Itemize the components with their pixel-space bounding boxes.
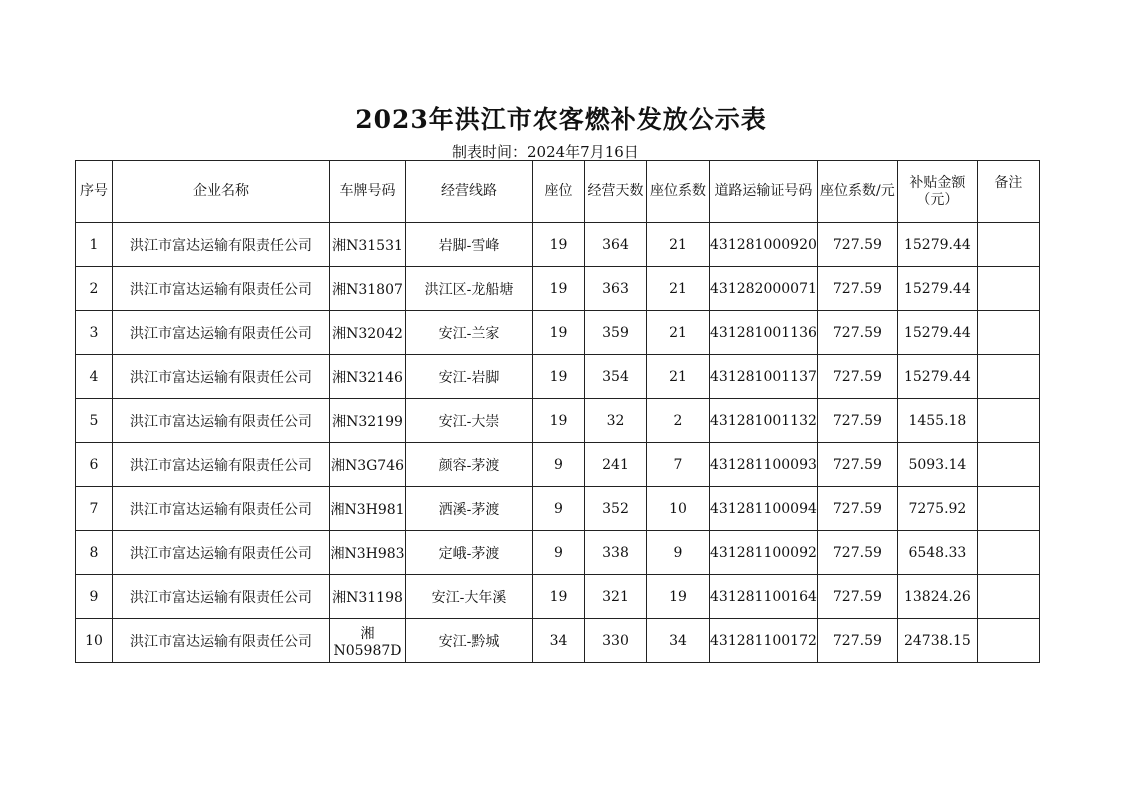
cell-seq: 1 [76, 223, 113, 267]
header-rate: 座位系数/元 [817, 161, 897, 223]
cell-rate: 727.59 [817, 531, 897, 575]
cell-note [977, 619, 1039, 663]
cell-route: 安江-岩脚 [406, 355, 533, 399]
cell-amount: 15279.44 [897, 355, 977, 399]
cell-amount: 15279.44 [897, 223, 977, 267]
table-row [76, 531, 1040, 575]
cell-note [977, 355, 1039, 399]
cell-seats: 9 [533, 531, 585, 575]
cell-seq: 6 [76, 443, 113, 487]
table-row [76, 619, 1040, 663]
cell-rate: 727.59 [817, 267, 897, 311]
cell-plate: 湘N31198 [330, 575, 406, 619]
cell-seats: 19 [533, 355, 585, 399]
cell-rate: 727.59 [817, 311, 897, 355]
cell-route: 岩脚-雪峰 [406, 223, 533, 267]
cell-seq: 9 [76, 575, 113, 619]
cell-coef: 7 [647, 443, 710, 487]
header-row [76, 161, 1040, 223]
cell-note [977, 267, 1039, 311]
cell-plate: 湘N31807 [330, 267, 406, 311]
cell-days: 352 [585, 487, 647, 531]
cell-route: 洪江区-龙船塘 [406, 267, 533, 311]
cell-rate: 727.59 [817, 223, 897, 267]
cell-permit: 431281001132 [710, 399, 818, 443]
header-coef: 座位系数 [647, 161, 710, 223]
header-plate: 车牌号码 [330, 161, 406, 223]
cell-route: 定峨-茅渡 [406, 531, 533, 575]
cell-seats: 9 [533, 487, 585, 531]
cell-route: 安江-大崇 [406, 399, 533, 443]
cell-coef: 2 [647, 399, 710, 443]
cell-days: 32 [585, 399, 647, 443]
cell-note [977, 399, 1039, 443]
cell-amount: 7275.92 [897, 487, 977, 531]
cell-permit: 431281001136 [710, 311, 818, 355]
cell-permit: 431282000071 [710, 267, 818, 311]
cell-plate: 湘N31531 [330, 223, 406, 267]
table-row [76, 575, 1040, 619]
cell-permit: 431281100092 [710, 531, 818, 575]
header-route: 经营线路 [406, 161, 533, 223]
cell-permit: 431281100094 [710, 487, 818, 531]
subsidy-table [75, 160, 1040, 663]
cell-plate: 湘N32146 [330, 355, 406, 399]
header-permit: 道路运输证号码 [710, 161, 818, 223]
cell-seats: 19 [533, 575, 585, 619]
cell-company: 洪江市富达运输有限责任公司 [113, 399, 330, 443]
cell-rate: 727.59 [817, 399, 897, 443]
cell-amount: 24738.15 [897, 619, 977, 663]
cell-seq: 10 [76, 619, 113, 663]
cell-permit: 431281100093 [710, 443, 818, 487]
cell-permit: 431281000920 [710, 223, 818, 267]
table-row [76, 399, 1040, 443]
table-row [76, 487, 1040, 531]
cell-rate: 727.59 [817, 443, 897, 487]
cell-coef: 21 [647, 311, 710, 355]
cell-rate: 727.59 [817, 575, 897, 619]
cell-note [977, 223, 1039, 267]
cell-note [977, 531, 1039, 575]
header-seq: 序号 [76, 161, 113, 223]
cell-days: 321 [585, 575, 647, 619]
cell-note [977, 443, 1039, 487]
cell-seq: 4 [76, 355, 113, 399]
cell-company: 洪江市富达运输有限责任公司 [113, 443, 330, 487]
cell-route: 颜容-茅渡 [406, 443, 533, 487]
cell-company: 洪江市富达运输有限责任公司 [113, 487, 330, 531]
cell-route: 安江-兰家 [406, 311, 533, 355]
table-row [76, 355, 1040, 399]
cell-days: 354 [585, 355, 647, 399]
cell-plate: 湘N3H983 [330, 531, 406, 575]
cell-seq: 8 [76, 531, 113, 575]
cell-seq: 3 [76, 311, 113, 355]
cell-permit: 431281100172 [710, 619, 818, 663]
cell-days: 364 [585, 223, 647, 267]
cell-coef: 21 [647, 355, 710, 399]
cell-days: 359 [585, 311, 647, 355]
cell-coef: 21 [647, 223, 710, 267]
table-body [76, 223, 1040, 663]
table-row [76, 267, 1040, 311]
cell-seats: 19 [533, 311, 585, 355]
cell-permit: 431281001137 [710, 355, 818, 399]
cell-coef: 34 [647, 619, 710, 663]
cell-company: 洪江市富达运输有限责任公司 [113, 223, 330, 267]
cell-amount: 1455.18 [897, 399, 977, 443]
cell-amount: 6548.33 [897, 531, 977, 575]
cell-company: 洪江市富达运输有限责任公司 [113, 531, 330, 575]
cell-rate: 727.59 [817, 487, 897, 531]
cell-route: 安江-大年溪 [406, 575, 533, 619]
cell-plate: 湘N32042 [330, 311, 406, 355]
cell-coef: 10 [647, 487, 710, 531]
cell-seq: 2 [76, 267, 113, 311]
cell-days: 338 [585, 531, 647, 575]
header-company: 企业名称 [113, 161, 330, 223]
cell-route: 安江-黔城 [406, 619, 533, 663]
cell-company: 洪江市富达运输有限责任公司 [113, 267, 330, 311]
cell-amount: 15279.44 [897, 267, 977, 311]
cell-amount: 5093.14 [897, 443, 977, 487]
cell-note [977, 575, 1039, 619]
cell-plate: 湘N3H981 [330, 487, 406, 531]
cell-seats: 19 [533, 223, 585, 267]
cell-seats: 19 [533, 399, 585, 443]
cell-note [977, 311, 1039, 355]
table-row [76, 311, 1040, 355]
cell-company: 洪江市富达运输有限责任公司 [113, 355, 330, 399]
header-seats: 座位 [533, 161, 585, 223]
table-row [76, 223, 1040, 267]
cell-coef: 19 [647, 575, 710, 619]
cell-note [977, 487, 1039, 531]
cell-rate: 727.59 [817, 619, 897, 663]
cell-company: 洪江市富达运输有限责任公司 [113, 619, 330, 663]
cell-coef: 21 [647, 267, 710, 311]
cell-amount: 15279.44 [897, 311, 977, 355]
header-days: 经营天数 [585, 161, 647, 223]
made-time: 制表时间：2024年7月16日 [452, 143, 639, 161]
header-amount: 补贴金额（元） [897, 161, 977, 223]
cell-seats: 34 [533, 619, 585, 663]
cell-rate: 727.59 [817, 355, 897, 399]
cell-company: 洪江市富达运输有限责任公司 [113, 311, 330, 355]
header-note: 备注 [977, 161, 1039, 223]
cell-days: 241 [585, 443, 647, 487]
cell-plate: 湘N32199 [330, 399, 406, 443]
cell-permit: 431281100164 [710, 575, 818, 619]
cell-seats: 19 [533, 267, 585, 311]
document-title: 2023年洪江市农客燃补发放公示表 [355, 105, 767, 134]
cell-seq: 7 [76, 487, 113, 531]
cell-days: 363 [585, 267, 647, 311]
cell-seq: 5 [76, 399, 113, 443]
table-row [76, 443, 1040, 487]
cell-days: 330 [585, 619, 647, 663]
cell-seats: 9 [533, 443, 585, 487]
cell-route: 洒溪-茅渡 [406, 487, 533, 531]
cell-plate: 湘N05987D [330, 619, 406, 663]
cell-plate: 湘N3G746 [330, 443, 406, 487]
cell-company: 洪江市富达运输有限责任公司 [113, 575, 330, 619]
cell-amount: 13824.26 [897, 575, 977, 619]
cell-coef: 9 [647, 531, 710, 575]
